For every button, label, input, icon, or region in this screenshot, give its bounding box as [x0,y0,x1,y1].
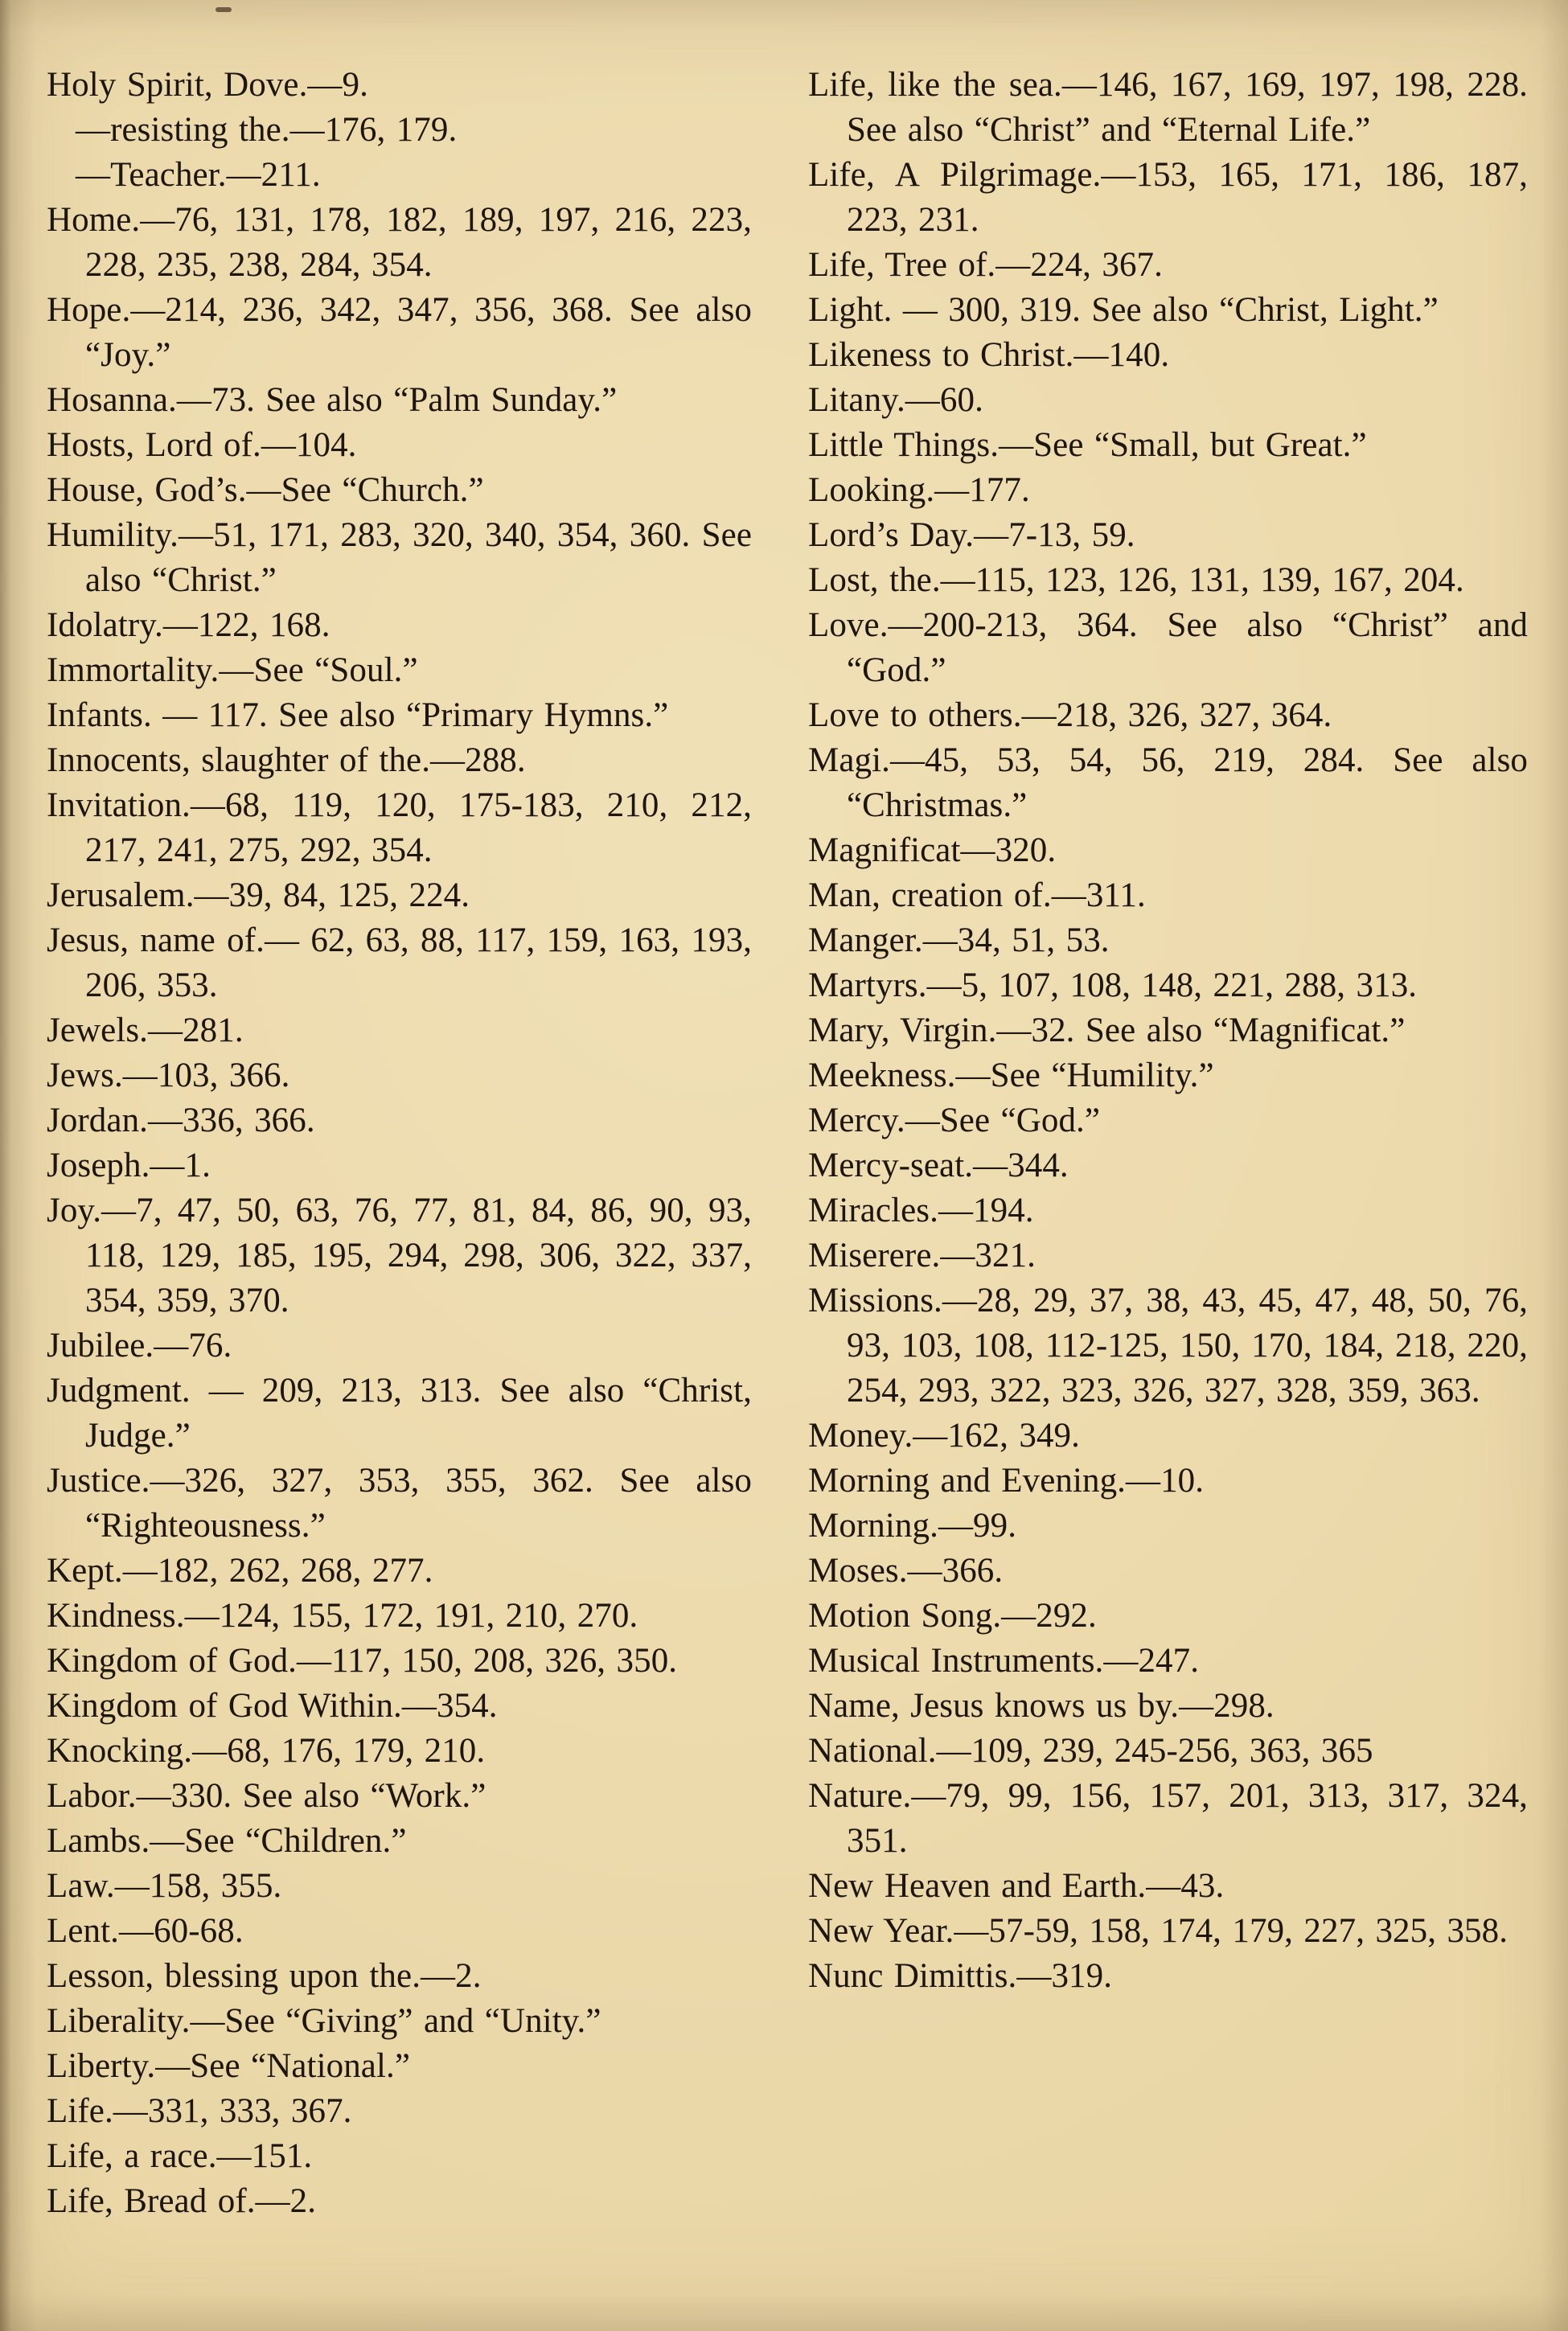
index-entry: Invitation.—68, 119, 120, 175-183, 210, 212, 217, 241, 275, 292, 354. [47,786,752,869]
index-entry: Kingdom of God Within.—354. [47,1687,498,1725]
index-entry: Innocents, slaughter of the.—288. [47,741,526,779]
index-entry: Miracles.—194. [808,1192,1034,1229]
index-entry: Magnificat—320. [808,831,1057,869]
index-entry: Life, A Pilgrimage.—153, 165, 171, 186, 187, 223, 231. [808,156,1528,239]
index-entry: Jesus, name of.— 62, 63, 88, 117, 159, 163, 193, 206, 353. [47,921,752,1004]
index-entry: Joseph.—1. [47,1147,211,1184]
index-entry: Kept.—182, 262, 268, 277. [47,1552,433,1590]
index-entry: Life, Bread of.—2. [47,2182,317,2220]
index-entry: Mary, Virgin.—32. See also “Magnificat.” [808,1012,1406,1049]
index-entry: Hope.—214, 236, 342, 347, 356, 368. See also “Joy.” [47,291,752,374]
index-entry: Lesson, blessing upon the.—2. [47,1957,482,1995]
index-entry: Missions.—28, 29, 37, 38, 43, 45, 47, 48, 50, 76, 93, 103, 108, 112-125, 150, 170, 184, 218, 220, 254, 293, 322, 323, 326, 327, 328, 359, 363. [808,1282,1528,1410]
index-entry: Jordan.—336, 366. [47,1102,315,1139]
index-entry: Looking.—177. [808,471,1030,509]
index-entry: Love.—200-213, 364. See also “Christ” and “God.” [808,606,1528,689]
index-column-right [808,63,1528,2224]
index-entry: Home.—76, 131, 178, 182, 189, 197, 216, 223, 228, 235, 238, 284, 354. [47,201,752,284]
index-entry: Morning and Evening.—10. [808,1462,1205,1500]
index-entry: Justice.—326, 327, 353, 355, 362. See also “Righteousness.” [47,1462,752,1545]
index-entry: Kindness.—124, 155, 172, 191, 210, 270. [47,1597,638,1635]
index-entry: Jews.—103, 366. [47,1057,290,1094]
index-entry: Holy Spirit, Dove.—9. [47,66,368,104]
index-entry: Lord’s Day.—7-13, 59. [808,516,1135,554]
index-entry: Liberality.—See “Giving” and “Unity.” [47,2002,601,2040]
index-entry: House, God’s.—See “Church.” [47,471,484,509]
index-entry: Moses.—366. [808,1552,1004,1590]
index-entry: Likeness to Christ.—140. [808,336,1170,374]
index-entry: Lambs.—See “Children.” [47,1822,407,1860]
index-entry: Immortality.—See “Soul.” [47,651,418,689]
index-entry: Life.—331, 333, 367. [47,2092,352,2130]
index-entry: Law.—158, 355. [47,1867,282,1905]
index-entry: Mercy.—See “God.” [808,1102,1101,1139]
index-entry: Jewels.—281. [47,1012,244,1049]
index-subentry: —resisting the.—176, 179. [76,111,458,149]
index-entry: Life, like the sea.—146, 167, 169, 197, 198, 228. See also “Christ” and “Eternal Life.” [808,66,1528,149]
index-entry: Jubilee.—76. [47,1327,232,1365]
index-entry: Name, Jesus knows us by.—298. [808,1687,1275,1725]
index-entry: Lent.—60-68. [47,1912,244,1950]
index-entry: New Year.—57-59, 158, 174, 179, 227, 325, 358. [808,1912,1508,1950]
index-entry: Knocking.—68, 176, 179, 210. [47,1732,486,1770]
index-entry: Labor.—330. See also “Work.” [47,1777,486,1815]
index-entry: Nunc Dimittis.—319. [808,1957,1113,1995]
index-entry: Joy.—7, 47, 50, 63, 76, 77, 81, 84, 86, 90, 93, 118, 129, 185, 195, 294, 298, 306, 322, 337, 354, 359, 370. [47,1192,752,1319]
index-entry: Infants. — 117. See also “Primary Hymns.” [47,696,669,734]
index-entry: Jerusalem.—39, 84, 125, 224. [47,876,470,914]
index-entry: Liberty.—See “National.” [47,2047,410,2085]
index-subentry: —Teacher.—211. [76,156,321,194]
index-entry: Martyrs.—5, 107, 108, 148, 221, 288, 313. [808,966,1418,1004]
index-entry: Humility.—51, 171, 283, 320, 340, 354, 360. See also “Christ.” [47,516,752,599]
index-entry: Mercy-seat.—344. [808,1147,1069,1184]
index-entry: Meekness.—See “Humility.” [808,1057,1214,1094]
index-entry: Manger.—34, 51, 53. [808,921,1110,959]
index-entry: Magi.—45, 53, 54, 56, 219, 284. See also “Christmas.” [808,741,1528,824]
index-entry: Man, creation of.—311. [808,876,1146,914]
index-entry: Nature.—79, 99, 156, 157, 201, 313, 317, 324, 351. [808,1777,1528,1860]
index-entry: Hosanna.—73. See also “Palm Sunday.” [47,381,618,419]
index-entry: Light. — 300, 319. See also “Christ, Light.” [808,291,1439,329]
index-entry: Miserere.—321. [808,1237,1036,1274]
index-entry: National.—109, 239, 245-256, 363, 365 [808,1732,1373,1770]
index-entry: Idolatry.—122, 168. [47,606,330,644]
index-entry: Life, a race.—151. [47,2137,313,2175]
index-entry: Kingdom of God.—117, 150, 208, 326, 350. [47,1642,678,1680]
index-entry: Little Things.—See “Small, but Great.” [808,426,1367,464]
index-entry: Motion Song.—292. [808,1597,1097,1635]
index-entry: Money.—162, 349. [808,1417,1080,1455]
index-entry: New Heaven and Earth.—43. [808,1867,1225,1905]
index-entry: Litany.—60. [808,381,983,419]
index-entry: Morning.—99. [808,1507,1017,1545]
index-entry: Life, Tree of.—224, 367. [808,246,1163,284]
index-entry: Judgment. — 209, 213, 313. See also “Christ, Judge.” [47,1372,752,1455]
index-entry: Musical Instruments.—247. [808,1642,1200,1680]
index-entry: Love to others.—218, 326, 327, 364. [808,696,1332,734]
index-entry: Lost, the.—115, 123, 126, 131, 139, 167, 204. [808,561,1464,599]
index-entry: Hosts, Lord of.—104. [47,426,357,464]
index-column-left [47,63,752,2224]
